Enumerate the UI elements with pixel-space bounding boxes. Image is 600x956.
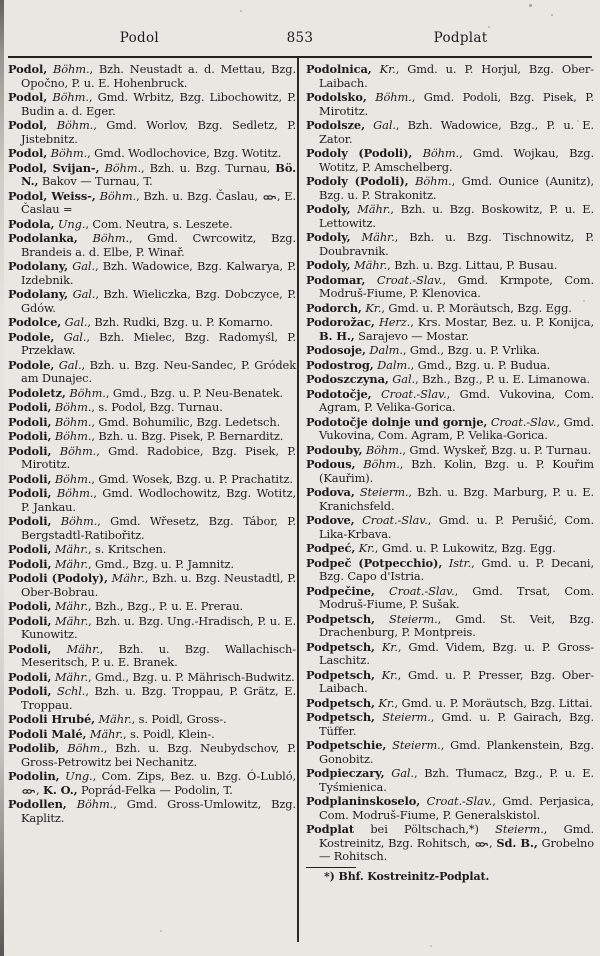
entry-headword: Podoli, [8, 669, 52, 684]
entry-text: , Gmd. St. Veit, Bzg. Drachenburg, P. Montpreis. [319, 611, 595, 639]
entry [8, 643, 296, 670]
footnote-text: Bhf. Kostreinitz-Podplat. [338, 869, 490, 883]
entry [8, 430, 296, 444]
region-abbrev: Böhm. [47, 118, 94, 132]
entry-text: , [489, 835, 497, 850]
entry-headword: Podoly (Podoli), [306, 174, 409, 188]
entry-text: , Bzh. Wieliczka, Bzg. Dobczyce, P. Gdów. [21, 287, 296, 315]
region-abbrev: Dalm. [365, 343, 403, 357]
entry [8, 798, 296, 825]
region-abbrev: Böhm. [65, 385, 106, 400]
entry-text: Poprád-Felka — Podolin, T. [77, 782, 233, 797]
entry-text: , Bzh. Tłumacz, Bzg., P. u. E. Tyśmienica. [319, 766, 595, 794]
region-abbrev: Mähr. [86, 726, 123, 741]
entry [306, 175, 594, 202]
entry-headword: Podol, [8, 118, 48, 132]
entry [8, 331, 296, 358]
entry [8, 543, 296, 557]
region-abbrev: Mähr. [350, 230, 395, 244]
header-rule [8, 56, 592, 58]
region-abbrev: Gal. [68, 287, 96, 301]
entry-text: , Bzh. Rudki, Bzg. u. P. Komarno. [87, 315, 274, 329]
entry-text: , Gmd. u. P. Gairach, Bzg. Tüffer. [319, 710, 594, 738]
running-head-right: Podplat [433, 30, 488, 46]
entry [8, 147, 296, 161]
entry-headword: Podoli, [8, 514, 52, 528]
entry-text: , Gmd. Vukovina, Com. Agram, P. Velika-Gorica. [319, 414, 594, 442]
region-abbrev: Böhm. [59, 741, 104, 755]
entry [8, 218, 296, 232]
region-abbrev: Böhm. [47, 62, 90, 76]
entry-text: , Com. Neutra, s. Leszete. [85, 216, 233, 231]
entry-headword: K. O., [43, 782, 78, 797]
entry [8, 770, 296, 797]
right-column-entries [306, 63, 594, 864]
entry [8, 685, 296, 712]
region-abbrev: Kr. [371, 62, 396, 76]
region-abbrev: Mähr. [350, 202, 391, 216]
region-abbrev: Böhm. [47, 146, 88, 160]
page-header [8, 30, 592, 46]
entry [306, 739, 594, 766]
entry-headword: Podoli, [8, 443, 52, 458]
entry [8, 288, 296, 315]
entry-text: , Gmd. Ounice (Aunitz), Bzg. u. P. Strakonitz. [319, 174, 594, 202]
entry-headword: Podoli, [8, 556, 52, 571]
entry [306, 697, 594, 711]
entry-text: , s. Poidl, Gross-. [131, 712, 227, 726]
entry-text: , Gmd. Gross-Umlowitz, Bzg. Kaplitz. [21, 797, 296, 825]
entry [306, 388, 594, 415]
entry-headword: Podoli, [8, 599, 52, 613]
region-abbrev: Kr. [374, 667, 398, 682]
post-horn-icon [21, 783, 36, 797]
entry [306, 231, 594, 258]
region-abbrev: Gal. [388, 372, 416, 386]
entry-text: Grobelno — Rohitsch. [319, 835, 595, 863]
entry-text: , Bzh. Kolin, Bzg. u. P. Kouřim (Kauřim). [319, 457, 594, 485]
region-abbrev: Mähr. [51, 556, 88, 571]
post-horn-icon [474, 836, 489, 850]
region-abbrev: Mähr. [51, 669, 88, 684]
entry-headword: Podoli, [8, 486, 52, 500]
entry-text: , Gmd. Wrbitz, Bzg. Libochowitz, P. Budin a. d. Eger. [21, 90, 296, 118]
entry [8, 416, 296, 430]
entry-headword: Podpetschie, [306, 738, 387, 752]
entry-text: , Gmd., Bzg. u. P. Mährisch-Budwitz. [87, 669, 295, 684]
entry [8, 615, 296, 642]
region-abbrev: Böhm. [51, 429, 92, 443]
entry [8, 473, 296, 487]
entry-headword: Podole, [8, 329, 55, 344]
entry-text: , Gmd. u. P. Perušić, Com. Lika-Krbava. [319, 513, 594, 541]
region-abbrev: Böhm. [99, 160, 141, 175]
region-abbrev: Böhm. [77, 231, 129, 245]
region-abbrev: Böhm. [51, 400, 92, 414]
entry [306, 302, 594, 316]
region-abbrev: Böhm. [412, 146, 460, 160]
entry [8, 713, 296, 727]
region-abbrev: Steierm. [386, 738, 441, 752]
entry-headword: Podoli, [8, 471, 52, 486]
entry-headword: Podplat [306, 822, 355, 836]
entry [8, 572, 296, 599]
entry-headword: Podpieczary, [306, 766, 385, 780]
region-abbrev: Croat.-Slav. [354, 513, 428, 527]
entry-text: , Gmd. Videm, Bzg. u. P. Gross-Laschitz. [319, 639, 595, 667]
entry-headword: Podolsko, [306, 90, 367, 104]
entry-text: bei Pöltschach,*) [354, 822, 496, 836]
region-abbrev: Croat.-Slav. [374, 583, 455, 598]
entry [306, 203, 594, 230]
entry [306, 359, 594, 373]
entry-headword: Podous, [306, 457, 356, 471]
entry-text: , Gmd., Bzg. u. P. Neu-Benatek. [105, 385, 284, 400]
region-abbrev: Croat.-Slav. [420, 794, 493, 808]
entry [306, 669, 594, 696]
region-abbrev: Mähr. [51, 641, 100, 656]
entry-text: , Gmd. Wodlochovice, Bzg. Wotitz. [87, 146, 282, 160]
entry-headword: Podpeć, [306, 541, 356, 555]
entry-text: , Bzh. u. Bzg. Wallachisch-Meseritsch, P. u. E. Branek. [21, 641, 297, 669]
region-abbrev: Gal. [384, 766, 414, 780]
scan-edge-shadow [0, 0, 4, 956]
region-abbrev: Mähr. [107, 571, 145, 585]
entry-headword: Podoli, [8, 684, 52, 698]
region-abbrev: Croat.-Slav. [365, 272, 443, 287]
entry-text: , Bzh. u. Bzg. Ung.-Hradisch, P. u. E. Kunowitz. [21, 613, 297, 641]
entry [8, 600, 296, 614]
post-horn-icon [262, 189, 277, 203]
entry [306, 316, 594, 343]
entry-text: , Bzh. u. Bzg. Časlau, [136, 188, 262, 203]
entry-text: , Gmd. u. P. Presser, Bzg. Ober-Laibach. [319, 667, 594, 695]
entry-text: , E. Časlau = [21, 188, 296, 216]
entry-headword: Podpeč (Potpecchio), [306, 555, 443, 570]
region-abbrev: Böhm. [362, 442, 403, 457]
entry-text: , Gmd. Cwrcowitz, Bzg. Brandeis a. d. Elbe, P. Winař. [21, 231, 296, 259]
region-abbrev: Böhm. [355, 457, 400, 471]
region-abbrev: Istr. [442, 555, 472, 570]
region-abbrev: Mähr. [51, 599, 88, 613]
entry-text: , Bzh., Bzg., P. u. E. Limanowa. [415, 372, 591, 386]
entry-headword: Podorch, [306, 300, 362, 315]
entry [306, 119, 594, 146]
region-abbrev: Kr. [355, 541, 375, 555]
entry [306, 444, 594, 458]
entry-text: , Gmd. Perjasica, Com. Modruš-Fiume, P. Generalskistol. [319, 794, 594, 822]
entry-text: , Bzh. u. Bzg. Tischnowitz, P. Doubravnik. [319, 230, 595, 258]
region-abbrev: Steierm. [374, 611, 438, 626]
entry-text: , Krs. Mostar, Bez. u. P. Konijca, [410, 315, 594, 329]
entry-text: , Bzh. u. Bzg. Boskowitz, P. u. E. Lettowitz. [319, 202, 595, 230]
entry-text: Sarajevo — Mostar. [354, 328, 469, 343]
region-abbrev: Böhm. [47, 90, 89, 104]
entry-headword: Podotočje, [306, 386, 372, 401]
entry [8, 742, 296, 769]
entry-text: , Gmd. u. P. Horjul, Bzg. Ober-Laibach. [319, 62, 594, 90]
entry-headword: Podova, [306, 485, 355, 499]
region-abbrev: Ung. [54, 216, 86, 231]
region-abbrev: Mähr. [94, 712, 132, 726]
entry-text: , s. Poidl, Klein-. [123, 726, 215, 741]
entry [306, 542, 594, 556]
entry-headword: Bö. N., [21, 160, 296, 188]
entry [8, 63, 296, 90]
entry-text: , Bzh. u. Bzg. Littau, P. Busau. [387, 258, 558, 272]
entry-text: , Gmd., Bzg. u. P. Jamnitz. [87, 556, 234, 571]
entry [8, 359, 296, 386]
entry-text: , Bzh. u. Bzg. Neustadtl, P. Ober-Bobrau. [21, 571, 296, 599]
entry-headword: Podpetsch, [306, 639, 375, 654]
region-abbrev: Schl. [51, 684, 86, 698]
entry [306, 147, 594, 174]
entry-text: , Bzh. u. Bzg. Marburg, P. u. E. Kranichsfeld. [319, 485, 594, 513]
region-abbrev: Böhm. [51, 486, 94, 500]
entry-headword: Podove, [306, 513, 355, 527]
region-abbrev: Herz. [374, 315, 411, 329]
entry-headword: Podoli, [8, 429, 52, 443]
entry [8, 671, 296, 685]
region-abbrev: Böhm. [66, 797, 114, 811]
entry [306, 557, 594, 584]
entry-text: , Gmd. Worlov, Bzg. Sedletz, P. Jistebnitz. [21, 118, 296, 146]
left-column [8, 63, 296, 826]
entry-text: , Gmd. Wyskeř, Bzg. u. P. Turnau. [402, 442, 592, 457]
entry [8, 162, 296, 189]
region-abbrev: Mähr. [51, 542, 88, 556]
entry-text: , Gmd., Bzg. u. P. Budua. [410, 357, 551, 372]
region-abbrev: Croat.-Slav. [371, 386, 447, 401]
entry-text: , Gmd. Radobice, Bzg. Pisek, P. Mirotitz. [21, 443, 296, 471]
entry-headword: Podoletz, [8, 385, 66, 400]
region-abbrev: Mähr. [350, 258, 388, 272]
entry-headword: Podolin, [8, 769, 60, 783]
entry-text: , Gmd. Wřesetz, Bzg. Tábor, P. Bergstadtl-Ratibořitz. [21, 514, 296, 542]
entry-text: , Bzh. u. Bzg. Troppau, P. Grätz, E. Troppau. [21, 684, 296, 712]
entry [8, 387, 296, 401]
column-divider [297, 58, 299, 942]
running-head-left: Podol [119, 30, 160, 46]
entry [306, 486, 594, 513]
region-abbrev: Steierm. [495, 822, 544, 836]
entry-text: , Gmd. Wodlochowitz, Bzg. Wotitz, P. Jankau. [21, 486, 296, 514]
entry-text: , s. Podol, Bzg. Turnau. [91, 400, 223, 414]
entry-headword: Podpetsch, [306, 611, 375, 626]
entry-headword: Podolce, [8, 315, 62, 329]
entry-text: , Bzh. u. Bzg. Neu-Sandec, P. Gródek am Dunajec. [21, 357, 297, 385]
entry-headword: Podole, [8, 357, 55, 372]
entry-text: , s. Kritschen. [87, 542, 167, 556]
entry [8, 558, 296, 572]
entry [306, 641, 594, 668]
entry-headword: Podosoje, [306, 343, 366, 357]
entry-text: , Bzh. Wadowice, Bzg., P. u. E. Zator. [319, 118, 594, 146]
entry-headword: Podoly, [306, 230, 351, 244]
entry-headword: Podol, [8, 62, 48, 76]
region-abbrev: Böhm. [51, 471, 92, 486]
entry-text: , Gmd. u. P. Decani, Bzg. Capo d'Istria. [319, 555, 594, 583]
entry-text: , Gmd. Podoli, Bzg. Pisek, P. Mirotitz. [319, 90, 594, 118]
entry-headword: Podoli, [8, 400, 52, 414]
entry [306, 274, 594, 301]
entry-headword: Podoli, [8, 542, 52, 556]
entry-text: , Gmd. Plankenstein, Bzg. Gonobitz. [319, 738, 594, 766]
entry-text: , Bzh. u. Bzg. Neubydschov, P. Gross-Petrowitz bei Nechanitz. [21, 741, 296, 769]
entry [306, 823, 594, 864]
footnote [306, 870, 594, 884]
entry-headword: Podouby, [306, 442, 363, 457]
region-abbrev: Croat.-Slav. [487, 414, 557, 429]
entry-headword: Podotočje dolnje und gornje, [306, 414, 488, 429]
entry [8, 119, 296, 146]
entry-text: , Bzh., Bzg., P. u. E. Prerau. [87, 599, 244, 613]
entry-text: , Gmd. Kostreinitz, Bzg. Rohitsch, [319, 822, 594, 850]
entry-headword: Podoszczyna, [306, 372, 389, 386]
right-column [306, 63, 594, 883]
region-abbrev: Böhm. [408, 174, 452, 188]
entry [306, 795, 594, 822]
entry [8, 316, 296, 330]
entry [306, 458, 594, 485]
entry [8, 515, 296, 542]
entry-text: , Gmd., Bzg. u. P. Vrlika. [402, 343, 540, 357]
entry-text: , Gmd. Vukovina, Com. Agram, P. Velika-Gorica. [319, 386, 594, 414]
entry [8, 91, 296, 118]
entry-text: , Bzh. u. Bzg. Pisek, P. Bernarditz. [91, 429, 284, 443]
region-abbrev: Böhm. [51, 414, 92, 429]
entry-headword: Podoly, [306, 258, 351, 272]
entry [306, 373, 594, 387]
entry-headword: Podoli, [8, 414, 52, 429]
region-abbrev: Böhm. [51, 514, 98, 528]
entry [8, 728, 296, 742]
region-abbrev: Böhm. [51, 443, 97, 458]
region-abbrev: Ung. [59, 769, 93, 783]
entry-text: , Gmd. Wojkau, Bzg. Wotitz, P. Amschelberg. [319, 146, 594, 174]
entry-headword: Podolanka, [8, 231, 78, 245]
entry [306, 514, 594, 541]
region-abbrev: Steierm. [354, 485, 409, 499]
entry-text: , Gmd. Wosek, Bzg. u. P. Prachatitz. [91, 471, 293, 486]
entry-text: , Bzh. Neustadt a. d. Mettau, Bzg. Opočno, P. u. E. Hohenbruck. [21, 62, 296, 90]
entry-headword: Podolany, [8, 287, 69, 301]
entry [306, 711, 594, 738]
entry [306, 767, 594, 794]
entry-headword: Podoli, [8, 613, 52, 628]
entry [306, 585, 594, 612]
region-abbrev: Dalm. [373, 357, 411, 372]
entry-headword: Podorožac, [306, 315, 375, 329]
entry [8, 401, 296, 415]
entry-headword: Podomar, [306, 272, 366, 287]
entry-headword: Podpečine, [306, 583, 375, 598]
entry-headword: Podpetsch, [306, 695, 375, 710]
region-abbrev: Gal. [364, 118, 396, 132]
entry-headword: Podoly (Podoli), [306, 146, 413, 160]
entry-headword: Podpetsch, [306, 667, 375, 682]
entry-headword: Podoli (Podoly), [8, 571, 108, 585]
entry-text: , Gmd. u. P. Moräutsch, Bzg. Littai. [394, 695, 593, 710]
region-abbrev: Steierm. [374, 710, 431, 724]
entry-headword: Podolib, [8, 741, 60, 755]
entry-text: Bakov — Turnau, T. [38, 174, 153, 188]
entry-headword: Sd. B., [496, 835, 538, 850]
entry-headword: Podollen, [8, 797, 67, 811]
entry [306, 259, 594, 273]
entry-text: , Bzh. Wadowice, Bzg. Kalwarya, P. Izdebnik. [21, 259, 296, 287]
region-abbrev: Mähr. [51, 613, 89, 628]
entry [306, 91, 594, 118]
region-abbrev: Gal. [68, 259, 95, 273]
entry-headword: Podola, [8, 216, 55, 231]
entry-headword: Podoli, [8, 641, 52, 656]
entry-text: , Gmd. u. P. Moräutsch, Bzg. Egg. [381, 300, 572, 315]
entry-text: , Bzh. Mielec, Bzg. Radomyśl, P. Przekław. [21, 329, 296, 357]
entry [306, 416, 594, 443]
entry-text: , Bzh. u. Bzg. Turnau, [140, 160, 276, 175]
region-abbrev: Kr. [374, 695, 395, 710]
entry [8, 190, 296, 217]
entry [306, 63, 594, 90]
entry-headword: B. H., [319, 328, 355, 343]
entry-text: , Com. Zips, Bez. u. Bzg. Ó-Lubló, [92, 769, 296, 783]
entry-text: , Gmd. Krmpote, Com. Modruš-Fiume, P. Klenovica. [319, 272, 595, 300]
entry-headword: Podpetsch, [306, 710, 375, 724]
entry-headword: Podolnica, [306, 62, 372, 76]
entry-headword: Podoli Malé, [8, 726, 87, 741]
entry-headword: Podol, [8, 90, 48, 104]
footnote-marker: *) [324, 869, 339, 883]
footnote-rule [306, 867, 356, 868]
entry-text: , Gmd. Bohumilic, Bzg. Ledetsch. [91, 414, 281, 429]
region-abbrev: Kr. [361, 300, 382, 315]
region-abbrev: Böhm. [366, 90, 412, 104]
region-abbrev: Kr. [374, 639, 398, 654]
entry-headword: Podoly, [306, 202, 351, 216]
entry-headword: Podplaninskoselo, [306, 794, 421, 808]
entry [306, 613, 594, 640]
entry [8, 445, 296, 472]
region-abbrev: Böhm. [95, 188, 137, 203]
entry-headword: Podoli Hrubé, [8, 712, 95, 726]
entry [8, 232, 296, 259]
entry [8, 487, 296, 514]
entry-headword: Podol, [8, 146, 48, 160]
entry-headword: Podolany, [8, 259, 69, 273]
entry-text: , Gmd. Trsat, Com. Modruš-Fiume, P. Sušak. [319, 583, 594, 611]
entry-text: , Gmd. u. P. Lukowitz, Bzg. Egg. [374, 541, 556, 555]
entry [306, 344, 594, 358]
entry [8, 260, 296, 287]
entry-headword: Podolsze, [306, 118, 365, 132]
region-abbrev: Gal. [61, 315, 88, 329]
page-number: 853 [286, 30, 314, 46]
entry-headword: Podostrog, [306, 357, 374, 372]
entry-text: , [36, 782, 44, 797]
entry-headword: Podol, Weiss-, [8, 188, 96, 203]
region-abbrev: Gal. [54, 357, 82, 372]
region-abbrev: Gal. [54, 329, 87, 344]
entry-headword: Podol, Svijan-, [8, 160, 100, 175]
